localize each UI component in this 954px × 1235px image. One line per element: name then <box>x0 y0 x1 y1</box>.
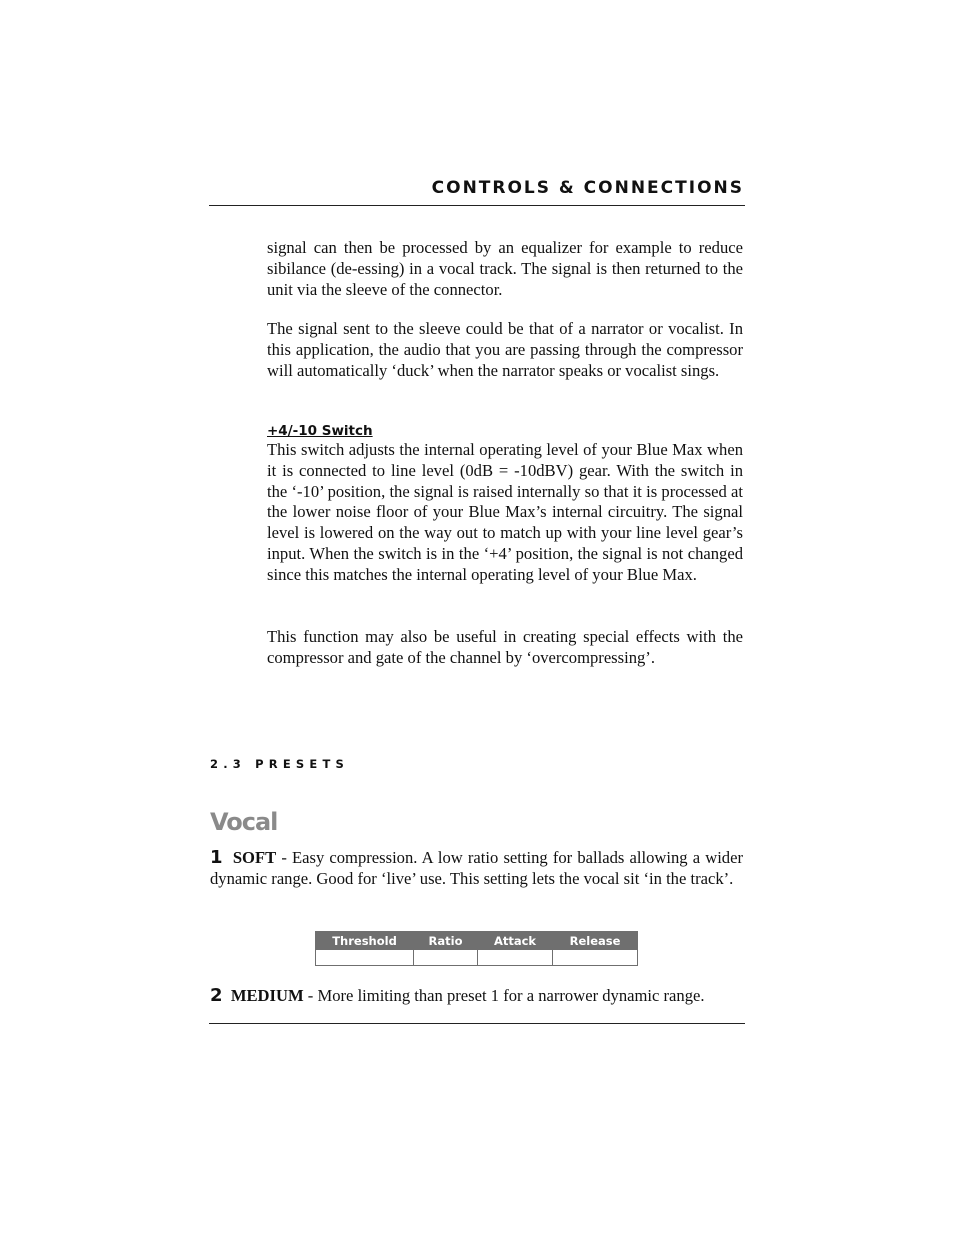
paragraph-narrator-duck <box>267 319 743 381</box>
body-paragraph: This function may also be useful in creating special effects with the compressor and gate of the channel by ‘overcompressing’. <box>267 627 743 667</box>
preset-soft <box>210 848 743 890</box>
switch-section <box>267 422 743 586</box>
preset-number: 2 <box>210 985 223 1006</box>
preset-description: - More limiting than preset 1 for a narrower dynamic range. <box>303 986 705 1005</box>
release-cell <box>553 950 638 966</box>
preset-settings-table <box>315 931 638 966</box>
paragraph-overcompressing <box>267 627 743 669</box>
preset-name: MEDIUM <box>230 986 304 1005</box>
switch-description: This switch adjusts the internal operating level of your Blue Max when it is connected to line level (0dB = -10dBV) gear. With the switch in the ‘-10’ position, the signal is raised internally so that it is processed at the lower noise floor of your Blue Max’s internal circuitry. The signal level is lowered on the way out to match up with your line level gear’s input. When the switch is in the ‘+4’ position, the signal is not changed since this matches the internal operating level of your Blue Max. <box>267 440 743 584</box>
threshold-cell <box>316 950 414 966</box>
attack-cell <box>478 950 553 966</box>
running-header: CONTROLS & CONNECTIONS <box>431 178 744 198</box>
switch-heading: +4/-10 Switch <box>267 423 373 439</box>
table-row <box>316 950 638 966</box>
threshold-header: Threshold <box>316 932 414 950</box>
body-paragraph: signal can then be processed by an equalizer for example to reduce sibilance (de-essing) in a vocal track. The signal is then returned to the unit via the sleeve of the connector. <box>267 238 743 299</box>
preset-description: - Easy compression. A low ratio setting for ballads allowing a wider dynamic range. Good for ‘live’ use. This setting lets the vocal sit ‘in the track’. <box>210 848 743 888</box>
footer-rule <box>209 1023 745 1024</box>
attack-header: Attack <box>478 932 553 950</box>
preset-name: SOFT <box>232 848 277 867</box>
preset-number: 1 <box>210 847 223 868</box>
header-rule <box>209 205 745 206</box>
vocal-heading: Vocal <box>210 808 278 836</box>
ratio-cell <box>414 950 478 966</box>
release-header: Release <box>553 932 638 950</box>
table-header-row <box>316 932 638 950</box>
preset-medium <box>210 986 743 1007</box>
section-label: 2.3 PRESETS <box>210 757 349 771</box>
body-paragraph: The signal sent to the sleeve could be that of a narrator or vocalist. In this application, the audio that you are passing through the compressor will automatically ‘duck’ when the narrator speaks or vocalist sings. <box>267 319 743 380</box>
ratio-header: Ratio <box>414 932 478 950</box>
paragraph-sleeve-return <box>267 238 743 300</box>
